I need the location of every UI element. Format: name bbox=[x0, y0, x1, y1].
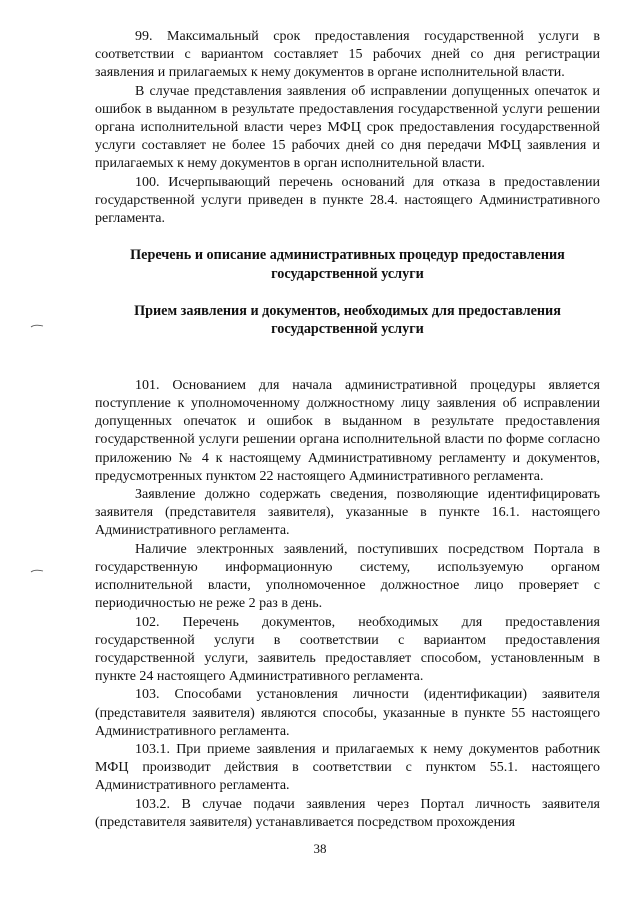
paragraph-100: 100. Исчерпывающий перечень оснований для отказа в предоставлении государственной услуги приведен в пункте 28.4. настоящего Административного регламента. bbox=[95, 174, 600, 227]
paragraph-101-statement: Заявление должно содержать сведения, позволяющие идентифицировать заявителя (представителя заявителя), указанные в пункте 16.1. настоящего Административного регламента. bbox=[95, 487, 600, 539]
subsection-heading: Прием заявления и документов, необходимых для предоставления государственной услуги bbox=[134, 303, 561, 338]
paragraph-99-mfc: В случае представления заявления об исправлении допущенных опечаток и ошибок в выданном в результате предоставления государственной услуги решении органа исполнительной власти через МФЦ срок предоставления государственной услуги составляет не более 15 рабочих дней со дня передачи МФЦ заявления и прилагаемых к нему документов в орган исполнительной власти. bbox=[95, 83, 600, 172]
body-section bbox=[95, 377, 600, 832]
section-heading: Перечень и описание административных процедур предоставления государственной услуги bbox=[130, 247, 565, 282]
paragraph-99: 99. Максимальный срок предоставления государственной услуги в соответствии с вариантом составляет 15 рабочих дней со дня регистрации заявления и прилагаемых к нему документов в органе исполнительной власти. bbox=[95, 29, 600, 81]
paragraph-101-electronic: Наличие электронных заявлений, поступивших посредством Портала в государственную информационную систему, используемую органом исполнительной власти, уполномоченное должностное лицо проверяет с периодичностью не реже 2 раз в день. bbox=[95, 541, 600, 612]
paragraph-102: 102. Перечень документов, необходимых для предоставления государственной услуги в соответствии с вариантом предоставления государственной услуги, заявитель предоставляет способом, установленным в пункте 24 настоящего Административного регламента. bbox=[95, 614, 600, 685]
page-number: 38 bbox=[313, 841, 327, 856]
margin-mark-bottom bbox=[30, 568, 44, 574]
margin-mark-top bbox=[30, 323, 44, 329]
paragraph-101: 101. Основанием для начала административной процедуры является поступление к уполномоченному должностному лицу заявления об исправлении допущенных опечаток и ошибок в выданном в результате предоставления государственной услуги решении органа исполнительной власти по форме согласно приложению № 4 к настоящему Административному регламенту и документов, предусмотренных пунктом 22 настоящего Административного регламента. bbox=[95, 377, 600, 484]
paragraph-103-1: 103.1. При приеме заявления и прилагаемых к нему документов работник МФЦ производит действия в соответствии с пунктом 55.1. настоящего Административного регламента. bbox=[95, 741, 600, 794]
document-page bbox=[95, 28, 600, 832]
paragraph-103-2: 103.2. В случае подачи заявления через Портал личность заявителя (представителя заявителя) устанавливается посредством прохождения bbox=[95, 796, 600, 830]
paragraph-103: 103. Способами установления личности (идентификации) заявителя (представителя заявителя) являются способы, указанные в пункте 55 настоящего Административного регламента. bbox=[95, 687, 600, 739]
